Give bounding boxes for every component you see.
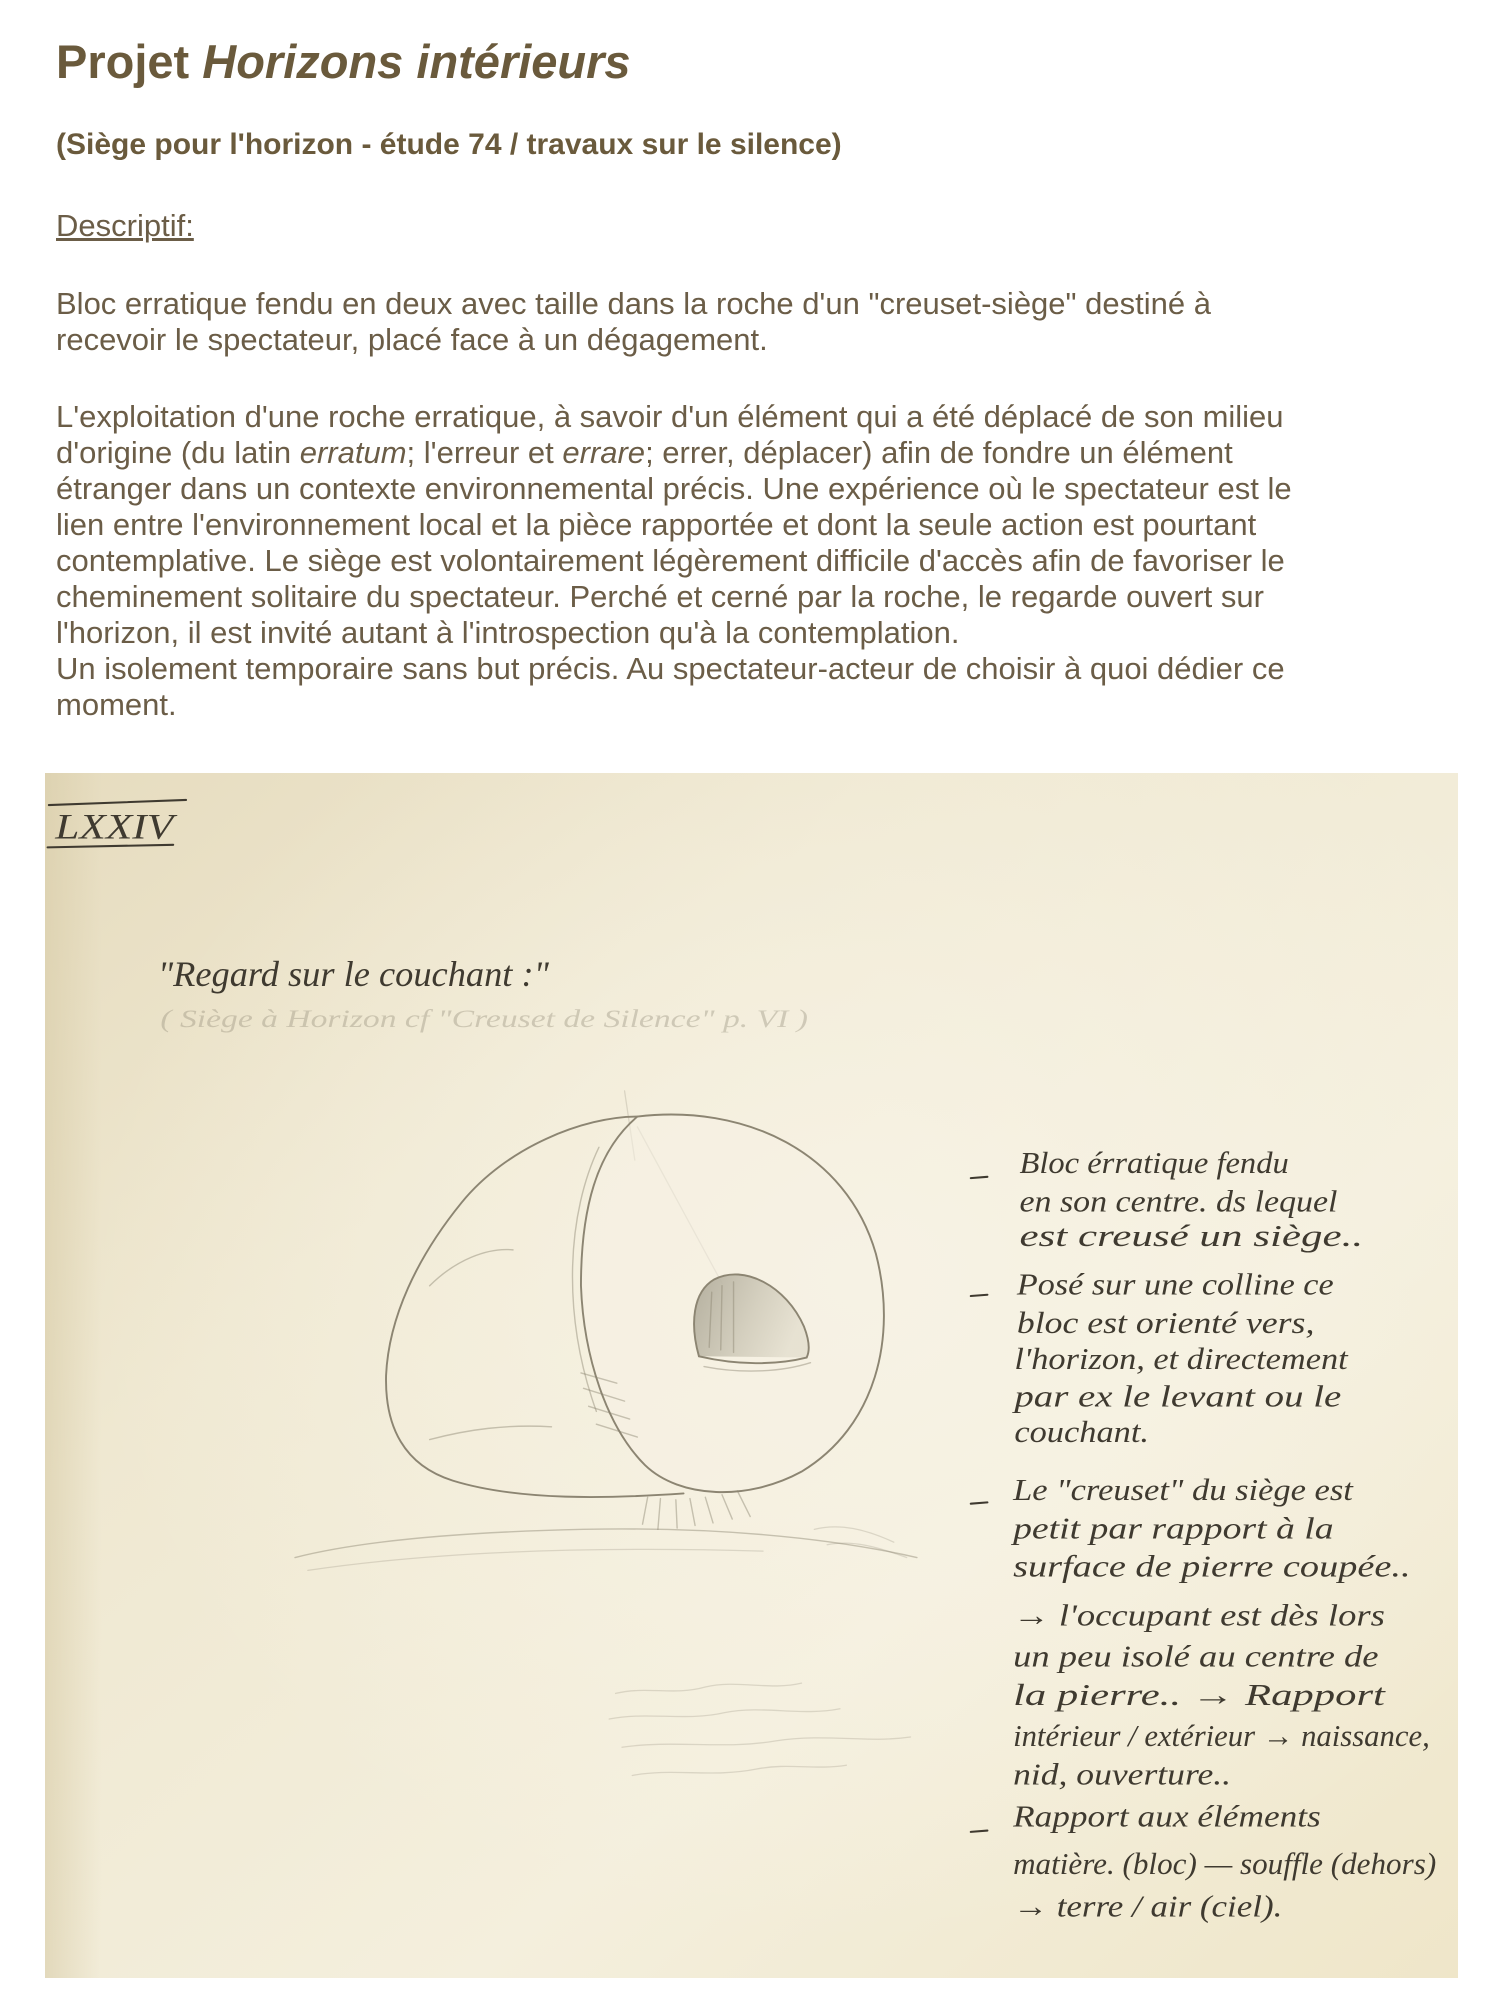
note-bullet	[971, 1831, 988, 1832]
page-title	[56, 34, 631, 90]
sketch-note-line: → terre / air (ciel).	[1013, 1889, 1283, 1924]
latin-term: erratum	[299, 435, 407, 470]
sketch-note-line: Posé sur une colline ce	[1015, 1267, 1334, 1302]
text-line: cheminement solitaire du spectateur. Perché et cerné par la roche, le regarde ouvert sur	[56, 579, 1264, 614]
text-segment: ; l'erreur et	[406, 435, 563, 470]
page-subtitle: (Siège pour l'horizon - étude 74 / travaux sur le silence)	[56, 128, 842, 161]
sketch-note-line: Bloc érratique fendu	[1019, 1145, 1289, 1180]
sketch-note-line: l'horizon, et directement	[1014, 1342, 1350, 1377]
description-paragraph-1	[56, 286, 1211, 358]
latin-term: errare	[562, 435, 646, 470]
sketch-note-line: surface de pierre coupée..	[1013, 1549, 1411, 1584]
text-line: Un isolement temporaire sans but précis. Au spectateur-acteur de choisir à quoi dédier ce	[56, 651, 1285, 686]
sketch-drawing	[45, 773, 1458, 1978]
page-title-prefix: Projet	[56, 35, 203, 88]
sketch-note-line: matière. (bloc) — souffle (dehors)	[1013, 1847, 1437, 1882]
sketch-note-line: nid, ouverture..	[1013, 1757, 1232, 1792]
sketch-note-line: couchant.	[1014, 1415, 1149, 1450]
sketch-note-line: bloc est orienté vers,	[1016, 1306, 1315, 1341]
text-line: lien entre l'environnement local et la pièce rapportée et dont la seule action est pourtant	[56, 507, 1257, 542]
sketch-note-line: intérieur / extérieur → naissance,	[1013, 1718, 1430, 1753]
sketch-note-line: Rapport aux éléments	[1011, 1799, 1321, 1834]
text-segment: d'origine (du latin	[56, 435, 300, 470]
text-line: contemplative. Le siège est volontairement légèrement difficile d'accès afin de favoriser le	[56, 543, 1285, 578]
text-line: recevoir le spectateur, placé face à un dégagement.	[56, 322, 768, 357]
sketch-note-line: est creusé un siège..	[1019, 1219, 1364, 1254]
text-segment: ; errer, déplacer) afin de fondre un élément	[645, 435, 1233, 470]
note-bullet	[971, 1502, 988, 1503]
note-bullet	[971, 1295, 988, 1296]
text-line	[56, 435, 1292, 471]
text-line: Bloc erratique fendu en deux avec taille dans la roche d'un "creuset-siège" destiné à	[56, 286, 1211, 321]
text-line: moment.	[56, 687, 177, 722]
description-paragraph-2	[56, 399, 1292, 723]
sketch-note-line: par ex le levant ou le	[1011, 1379, 1342, 1414]
sketch-note-line: un peu isolé au centre de	[1013, 1639, 1379, 1674]
description-heading: Descriptif:	[56, 208, 194, 243]
sketch-note-line: la pierre.. → Rapport	[1013, 1677, 1387, 1712]
sketch-reference: ( Siège à Horizon cf "Creuset de Silence" p. VI )	[160, 1003, 808, 1033]
page-title-project-name: Horizons intérieurs	[202, 35, 631, 88]
sketch-note-line: Le "creuset" du siège est	[1011, 1472, 1355, 1507]
sketch-number-text: LXXIV	[54, 806, 179, 847]
text-line: L'exploitation d'une roche erratique, à savoir d'un élément qui a été déplacé de son milieu	[56, 399, 1284, 434]
sketch-title: "Regard sur le couchant :"	[157, 953, 550, 994]
text-line: étranger dans un contexte environnemental précis. Une expérience où le spectateur est le	[56, 471, 1292, 506]
note-bullet	[971, 1177, 988, 1178]
sketch-image	[45, 773, 1458, 1978]
sketch-note-line: petit par rapport à la	[1010, 1511, 1334, 1546]
text-line: l'horizon, il est invité autant à l'introspection qu'à la contemplation.	[56, 615, 960, 650]
sketch-note-line: → l'occupant est dès lors	[1013, 1598, 1385, 1633]
sketch-number	[48, 800, 186, 847]
sketch-note-line: en son centre. ds lequel	[1019, 1184, 1338, 1219]
